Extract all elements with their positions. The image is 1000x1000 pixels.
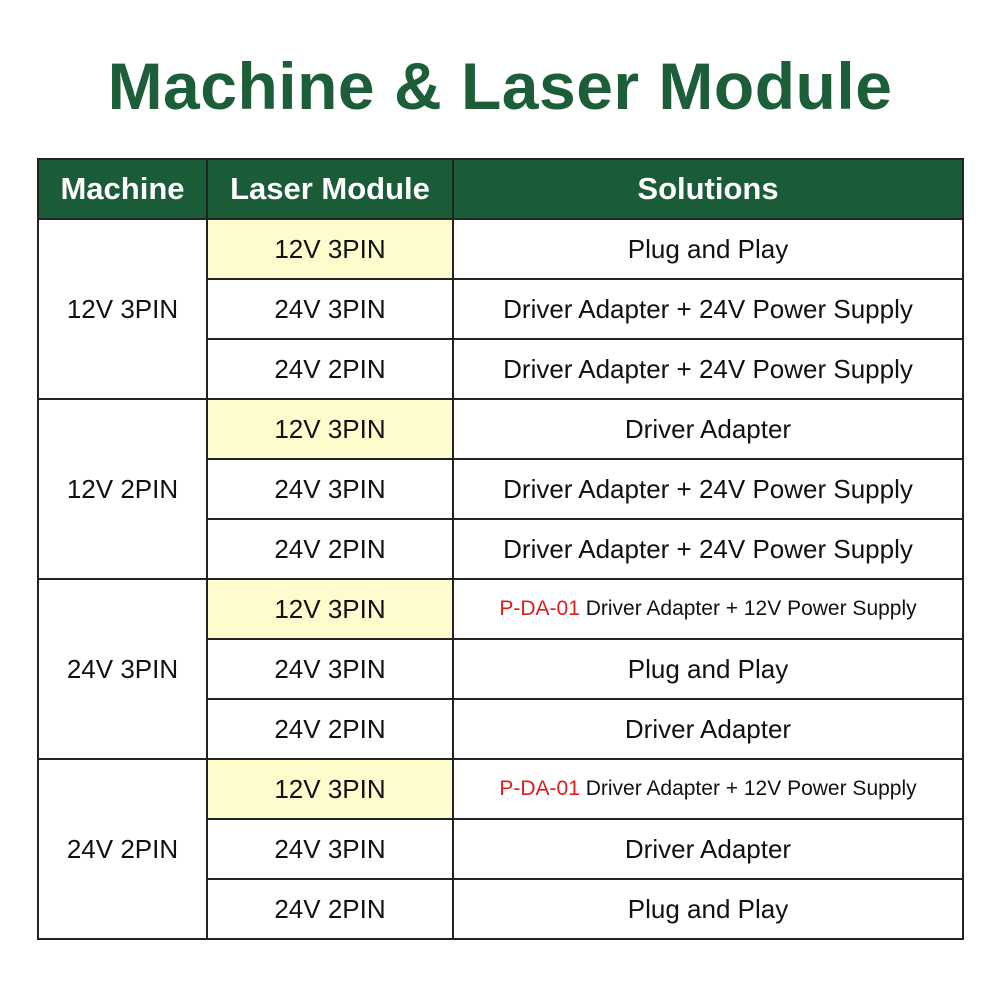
laser-module-cell: 24V 2PIN bbox=[207, 699, 453, 759]
laser-module-cell: 24V 2PIN bbox=[207, 339, 453, 399]
solution-cell: Driver Adapter + 24V Power Supply bbox=[453, 519, 963, 579]
solution-cell: Driver Adapter + 24V Power Supply bbox=[453, 279, 963, 339]
laser-module-cell: 24V 3PIN bbox=[207, 459, 453, 519]
table-row bbox=[38, 759, 963, 819]
table-body bbox=[38, 219, 963, 939]
solution-text: Driver Adapter + 12V Power Supply bbox=[585, 597, 917, 620]
table-header-row bbox=[38, 159, 963, 219]
table-row bbox=[38, 579, 963, 639]
table-row bbox=[38, 399, 963, 459]
machine-cell: 24V 3PIN bbox=[38, 579, 207, 759]
solution-text: Driver Adapter + 12V Power Supply bbox=[585, 777, 917, 800]
product-code: P-DA-01 bbox=[499, 597, 580, 620]
compatibility-table bbox=[37, 158, 964, 940]
laser-module-cell: 24V 2PIN bbox=[207, 879, 453, 939]
laser-module-cell: 24V 3PIN bbox=[207, 819, 453, 879]
machine-cell: 12V 2PIN bbox=[38, 399, 207, 579]
solution-cell: Driver Adapter bbox=[453, 699, 963, 759]
page-title: Machine & Laser Module bbox=[107, 49, 893, 123]
laser-module-cell: 12V 3PIN bbox=[207, 759, 453, 819]
solution-cell: Driver Adapter + 24V Power Supply bbox=[453, 339, 963, 399]
solution-cell: Driver Adapter bbox=[453, 819, 963, 879]
machine-cell: 24V 2PIN bbox=[38, 759, 207, 939]
solution-cell bbox=[453, 579, 963, 639]
laser-module-cell: 24V 2PIN bbox=[207, 519, 453, 579]
laser-module-cell: 24V 3PIN bbox=[207, 639, 453, 699]
header-machine: Machine bbox=[38, 159, 207, 219]
solution-cell: Plug and Play bbox=[453, 219, 963, 279]
solution-cell: Driver Adapter + 24V Power Supply bbox=[453, 459, 963, 519]
header-laser-module: Laser Module bbox=[207, 159, 453, 219]
solution-cell: Driver Adapter bbox=[453, 399, 963, 459]
product-code: P-DA-01 bbox=[499, 777, 580, 800]
table-row bbox=[38, 219, 963, 279]
machine-cell: 12V 3PIN bbox=[38, 219, 207, 399]
laser-module-cell: 12V 3PIN bbox=[207, 579, 453, 639]
header-solutions: Solutions bbox=[453, 159, 963, 219]
laser-module-cell: 24V 3PIN bbox=[207, 279, 453, 339]
solution-cell bbox=[453, 759, 963, 819]
solution-cell: Plug and Play bbox=[453, 879, 963, 939]
solution-cell: Plug and Play bbox=[453, 639, 963, 699]
laser-module-cell: 12V 3PIN bbox=[207, 399, 453, 459]
laser-module-cell: 12V 3PIN bbox=[207, 219, 453, 279]
